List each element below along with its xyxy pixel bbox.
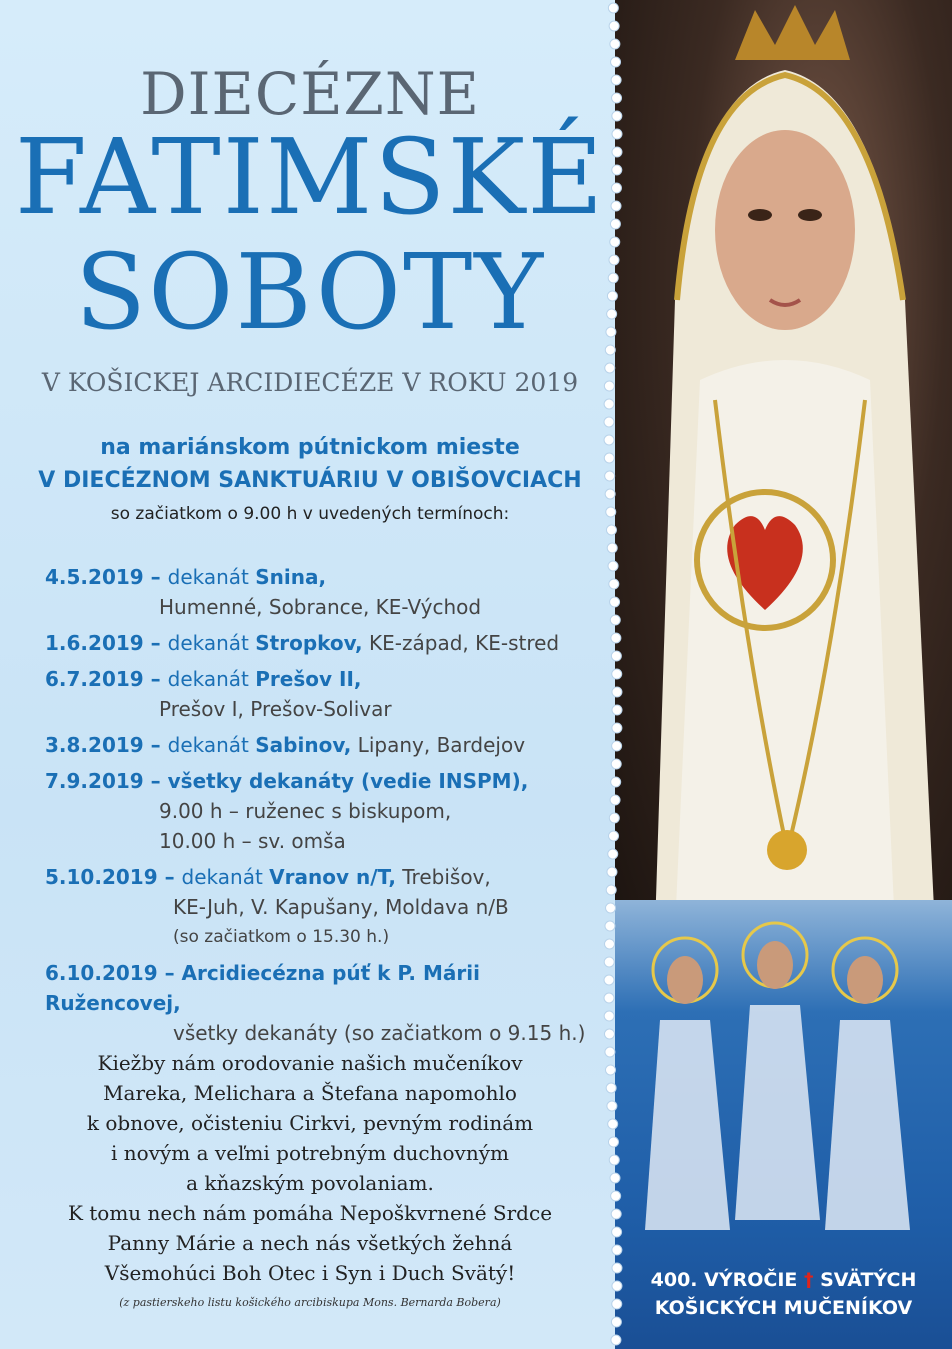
rosary-bead bbox=[611, 201, 621, 211]
title-fatimske: FATIMSKÉ bbox=[14, 116, 606, 238]
rosary-bead bbox=[610, 795, 620, 805]
schedule-cont: Humenné, Sobrance, KE-Východ bbox=[159, 595, 482, 619]
schedule-sep: – bbox=[143, 565, 168, 589]
rosary-bead bbox=[612, 1281, 622, 1291]
schedule-sep: – bbox=[143, 733, 168, 757]
rosary-bead bbox=[612, 669, 622, 679]
rosary-bead bbox=[604, 957, 614, 967]
rosary-bead bbox=[607, 1101, 617, 1111]
prayer-line: K tomu nech nám pomáha Nepoškvrnené Srdce bbox=[67, 1201, 553, 1225]
schedule-rest: KE-západ, KE-stred bbox=[362, 631, 560, 655]
schedule-item bbox=[45, 628, 605, 658]
madonna-statue-image bbox=[615, 0, 952, 930]
rosary-bead bbox=[606, 507, 616, 517]
rosary-bead bbox=[612, 129, 622, 139]
cross-icon: † bbox=[804, 1269, 814, 1291]
rosary-bead bbox=[612, 741, 622, 751]
rosary-bead bbox=[612, 1227, 622, 1237]
rosary-bead bbox=[612, 1245, 622, 1255]
schedule-list bbox=[45, 562, 605, 1054]
rosary-bead bbox=[612, 705, 622, 715]
source-citation: (z pastierskeho listu košického arcibiskupa Mons. Bernarda Bobera) bbox=[119, 1296, 501, 1309]
schedule-cont: 9.00 h – ruženec s biskupom, bbox=[159, 799, 452, 823]
crown-icon bbox=[735, 5, 850, 60]
rosary-bead bbox=[604, 435, 614, 445]
rosary-bead bbox=[611, 1191, 621, 1201]
schedule-pre: dekanát bbox=[181, 865, 270, 889]
rosary-bead bbox=[606, 525, 616, 535]
rosary-bead bbox=[610, 237, 620, 247]
rosary-bead bbox=[609, 831, 619, 841]
schedule-item bbox=[45, 766, 605, 856]
rosary-bead bbox=[609, 21, 619, 31]
schedule-item bbox=[45, 958, 605, 1048]
rosary-bead bbox=[612, 1299, 622, 1309]
rosary-bead bbox=[606, 885, 616, 895]
schedule-item bbox=[45, 664, 605, 724]
rosary-bead bbox=[611, 57, 621, 67]
schedule-pre: dekanát bbox=[167, 631, 256, 655]
rosary-bead bbox=[609, 579, 619, 589]
pendant-icon bbox=[767, 830, 807, 870]
schedule-pre: dekanát bbox=[167, 565, 256, 589]
rosary-bead bbox=[604, 399, 614, 409]
rosary-bead bbox=[605, 921, 615, 931]
rosary-bead bbox=[604, 453, 614, 463]
rosary-bead bbox=[607, 543, 617, 553]
anniversary-label bbox=[615, 1266, 952, 1322]
title-diecezne: DIECÉZNE bbox=[140, 60, 480, 128]
rosary-bead bbox=[604, 1029, 614, 1039]
image-panel bbox=[615, 0, 952, 1349]
schedule-deanery: Stropkov, bbox=[255, 631, 363, 655]
schedule-cont: Prešov I, Prešov-Solivar bbox=[159, 697, 392, 721]
schedule-date: 5.10.2019 bbox=[45, 865, 158, 889]
intro-time: so začiatkom o 9.00 h v uvedených termínoch: bbox=[110, 504, 510, 524]
rosary-bead bbox=[612, 1263, 622, 1273]
rosary-bead bbox=[608, 849, 618, 859]
rosary-bead bbox=[608, 273, 618, 283]
rosary-bead bbox=[607, 309, 617, 319]
prayer-text bbox=[40, 1048, 580, 1288]
schedule-sep: – bbox=[143, 667, 168, 691]
rosary-bead bbox=[610, 219, 620, 229]
schedule-rest: Trebišov, bbox=[395, 865, 491, 889]
intro-place: na mariánskom pútnickom mieste bbox=[100, 435, 520, 460]
rosary-bead bbox=[611, 1335, 621, 1345]
schedule-deanery: Arcidiecézna púť k P. Márii Ružencovej, bbox=[45, 961, 480, 1015]
rosary-bead bbox=[610, 39, 620, 49]
rosary-beads-decoration bbox=[598, 0, 628, 1349]
schedule-pre: dekanát bbox=[167, 733, 256, 757]
prayer-line: Všemohúci Boh Otec i Syn i Duch Svätý! bbox=[104, 1261, 516, 1285]
schedule-cont: všetky dekanáty (so začiatkom o 9.15 h.) bbox=[173, 1021, 586, 1045]
schedule-cont: KE-Juh, V. Kapušany, Moldava n/B bbox=[173, 895, 509, 919]
schedule-sep: – bbox=[143, 769, 168, 793]
rosary-bead bbox=[611, 651, 621, 661]
rosary-bead bbox=[612, 111, 622, 121]
schedule-date: 1.6.2019 bbox=[45, 631, 144, 655]
schedule-deanery: Sabinov, bbox=[255, 733, 352, 757]
rosary-bead bbox=[608, 561, 618, 571]
anniversary-year: 400. VÝROČIE bbox=[650, 1269, 798, 1291]
schedule-pre: dekanát bbox=[167, 667, 256, 691]
schedule-item bbox=[45, 862, 605, 952]
rosary-bead bbox=[604, 1011, 614, 1021]
madonna-illustration bbox=[615, 0, 952, 930]
rosary-bead bbox=[611, 1317, 621, 1327]
rosary-bead bbox=[605, 1047, 615, 1057]
rosary-bead bbox=[610, 597, 620, 607]
title-soboty: SOBOTY bbox=[74, 231, 546, 353]
rosary-bead bbox=[612, 93, 622, 103]
rosary-bead bbox=[608, 1119, 618, 1129]
rosary-bead bbox=[604, 381, 614, 391]
schedule-date: 6.10.2019 bbox=[45, 961, 158, 985]
rosary-bead bbox=[609, 813, 619, 823]
rosary-bead bbox=[606, 903, 616, 913]
rosary-bead bbox=[609, 1155, 619, 1165]
rosary-bead bbox=[605, 1065, 615, 1075]
rosary-bead bbox=[611, 777, 621, 787]
schedule-rest: Lipany, Bardejov bbox=[351, 733, 526, 757]
intro-sanctuary: V DIECÉZNOM SANKTUÁRIU V OBIŠOVCIACH bbox=[38, 468, 582, 493]
schedule-item bbox=[45, 562, 605, 622]
schedule-deanery: Snina, bbox=[255, 565, 327, 589]
rosary-bead bbox=[612, 687, 622, 697]
schedule-cont: 10.00 h – sv. omša bbox=[159, 829, 346, 853]
schedule-deanery: Prešov II, bbox=[255, 667, 362, 691]
schedule-deanery: všetky dekanáty (vedie INSPM), bbox=[167, 769, 529, 793]
schedule-deanery: Vranov n/T, bbox=[269, 865, 396, 889]
rosary-bead bbox=[611, 183, 621, 193]
prayer-line: Panny Márie a nech nás všetkých žehná bbox=[107, 1231, 513, 1255]
rosary-bead bbox=[605, 939, 615, 949]
rosary-bead bbox=[605, 489, 615, 499]
schedule-date: 4.5.2019 bbox=[45, 565, 144, 589]
rosary-bead bbox=[606, 1083, 616, 1093]
schedule-date: 6.7.2019 bbox=[45, 667, 144, 691]
rosary-bead bbox=[605, 363, 615, 373]
prayer-line: Mareka, Melichara a Štefana napomohlo bbox=[103, 1081, 517, 1105]
rosary-bead bbox=[604, 993, 614, 1003]
rosary-bead bbox=[609, 255, 619, 265]
rosary-bead bbox=[612, 723, 622, 733]
prayer-line: Kiežby nám orodovanie našich mučeníkov bbox=[97, 1051, 523, 1075]
schedule-item bbox=[45, 730, 605, 760]
rosary-bead bbox=[604, 975, 614, 985]
schedule-sep: – bbox=[157, 961, 182, 985]
rosary-bead bbox=[611, 1209, 621, 1219]
rosary-bead bbox=[607, 291, 617, 301]
prayer-line: k obnove, očisteniu Cirkvi, pevným rodinám bbox=[86, 1111, 534, 1135]
schedule-sep: – bbox=[157, 865, 182, 889]
rosary-bead bbox=[610, 615, 620, 625]
prayer-line: a kňazským povolaniam. bbox=[186, 1171, 434, 1195]
prayer-line: i novým a veľmi potrebným duchovným bbox=[111, 1141, 509, 1165]
subtitle: V KOŠICKEJ ARCIDIECÉZE V ROKU 2019 bbox=[41, 368, 579, 397]
rosary-bead bbox=[612, 165, 622, 175]
rosary-bead bbox=[610, 1173, 620, 1183]
rosary-bead bbox=[605, 345, 615, 355]
rosary-bead bbox=[611, 759, 621, 769]
face-shape bbox=[715, 130, 855, 330]
schedule-cont: (so začiatkom o 15.30 h.) bbox=[173, 927, 390, 947]
rosary-bead bbox=[608, 1137, 618, 1147]
anniversary-saints: SVÄTÝCH bbox=[820, 1269, 917, 1291]
rosary-bead bbox=[608, 3, 618, 13]
rosary-bead bbox=[612, 147, 622, 157]
rosary-bead bbox=[611, 633, 621, 643]
schedule-date: 7.9.2019 bbox=[45, 769, 144, 793]
rosary-bead bbox=[604, 417, 614, 427]
rosary-bead bbox=[606, 327, 616, 337]
rosary-bead bbox=[607, 867, 617, 877]
rosary-bead bbox=[605, 471, 615, 481]
schedule-sep: – bbox=[143, 631, 168, 655]
anniversary-martyrs: KOŠICKÝCH MUČENÍKOV bbox=[654, 1297, 913, 1319]
rosary-bead bbox=[611, 75, 621, 85]
schedule-date: 3.8.2019 bbox=[45, 733, 144, 757]
